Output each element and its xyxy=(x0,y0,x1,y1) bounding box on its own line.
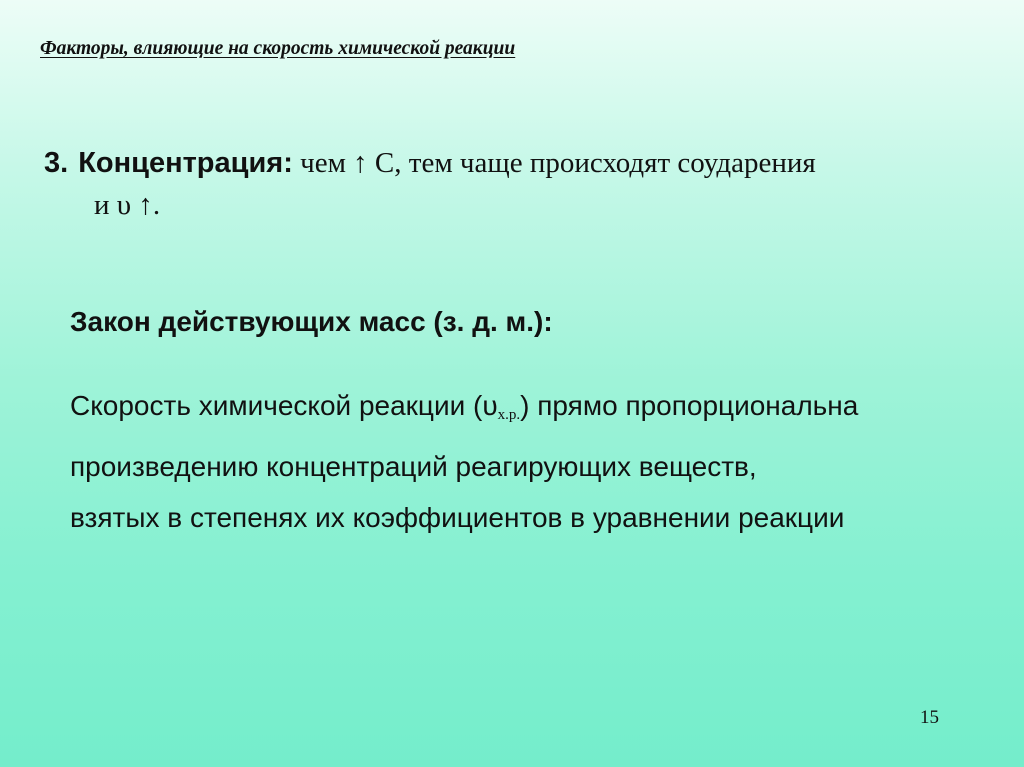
point-number: 3. xyxy=(44,147,69,179)
law-line-1-end: ) прямо пропорциональна xyxy=(520,390,859,421)
rate-subscript: х.р. xyxy=(497,407,521,423)
law-line-1 xyxy=(70,380,858,441)
law-definition xyxy=(70,380,858,543)
slide-title: Факторы, влияющие на скорость химической реакции xyxy=(40,38,516,59)
law-line-2: произведению концентраций реагирующих веществ, xyxy=(70,451,757,482)
point-text-line1: чем ↑ С, тем чаще происходят соударения xyxy=(300,147,816,179)
page-number: 15 xyxy=(920,707,939,728)
concentration-point xyxy=(44,142,974,226)
law-line-1-start: Скорость химической реакции (υ xyxy=(70,390,498,421)
law-line-3: взятых в степенях их коэффициентов в уравнении реакции xyxy=(70,502,845,533)
point-text-line2: и υ ↑. xyxy=(94,189,161,221)
law-heading: Закон действующих масс (з. д. м.): xyxy=(70,306,553,337)
point-term: Концентрация: xyxy=(78,147,293,179)
